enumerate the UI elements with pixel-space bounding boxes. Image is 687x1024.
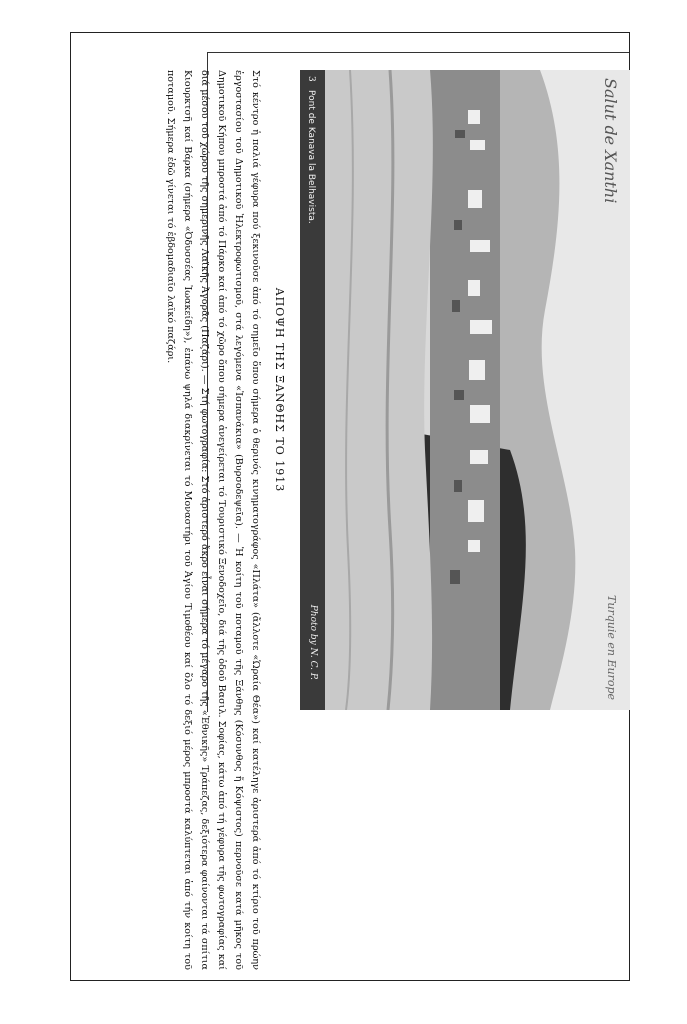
landscape-illustration xyxy=(300,70,630,710)
postcard-photo xyxy=(300,70,630,710)
postcard-number: 3 xyxy=(306,76,316,82)
postcard-credit: Photo by N. C. P. xyxy=(308,604,318,680)
caption-title: ΑΠΟΨΗ ΤΗΣ ΞΑΝΘΗΣ ΤΟ 1913 xyxy=(273,287,286,493)
frame-top-rule xyxy=(70,32,630,33)
postcard-title: Salut de Xanthi xyxy=(601,78,620,204)
rotated-page xyxy=(70,50,630,980)
postcard-bridge-label: Pont de Kanava la Belhavista. xyxy=(306,90,316,224)
caption-body: Στό κέντρο ἡ παλιά γέφυρα πού ξεκινοῦσε ἀπό τό σημεῖο ὅπου σήμερα ὁ θερινός κινηματογράφος «Πλάτα» (ἄλλοτε «Ὡραία Θέα») καί κατέληγε ἀριστερά ἀπό τό κτίριο τοῦ πρώην ἐργοστασίου τοῦ Δημοτικοῦ Ἠλεκτροφωτισμοῦ, στά λεγόμενα «Ἰσπανάκια» (Βυρσοδεψεῖα). — Ἡ κοίτη τοῦ ποταμοῦ τῆς Ξάνθης (Κόσυνθος ἤ Κόψιστος) περνοῦσε κατά μῆκος τοῦ Δημοτικοῦ Κήπου μπροστά ἀπό τό Πάρκο καί ἀπό τό χῶρο ὅπου σήμερα ἀνεγείρεται τό Τουριστικό Ξενοδοχεῖο, διά τῆς ὁδοῦ Βασιλ. Σοφίας, κάτω ἀπό τή γέφυρα τῆς φωτογραφίας καί διά μέσου τοῦ χώρου τῆς σημερινῆς Λαϊκῆς Ἀγορᾶς (Παζάρι). — Στή φωτογραφία: Στό ἀριστερό ἄκρο εἶναι σήμερα τό μέγαρο τῆς «Ἐθνικῆς» Τράπεζας, δεξιότερα φαίνονται τά σπίτια Κιουρκτσῆ καί Βάρκα (σήμερα «Ὀδυσσέας Ἰωακείδη»), ἐπάνω ψηλά διακρίνεται τό Μοναστήρι τοῦ Ἁγίου Τιμοθέου καί ὅλο τό δεξιό μέρος μπροστά καλύπτεται ἀπό τήν κοίτη τοῦ ποταμοῦ. Σήμερα ἐδῶ γίνεται τό ἑβδομαδιαῖο λαϊκό παζάρι. xyxy=(165,70,261,970)
postcard-tagline: Turquie en Europe xyxy=(605,595,618,700)
frame-bottom-rule xyxy=(70,980,630,981)
